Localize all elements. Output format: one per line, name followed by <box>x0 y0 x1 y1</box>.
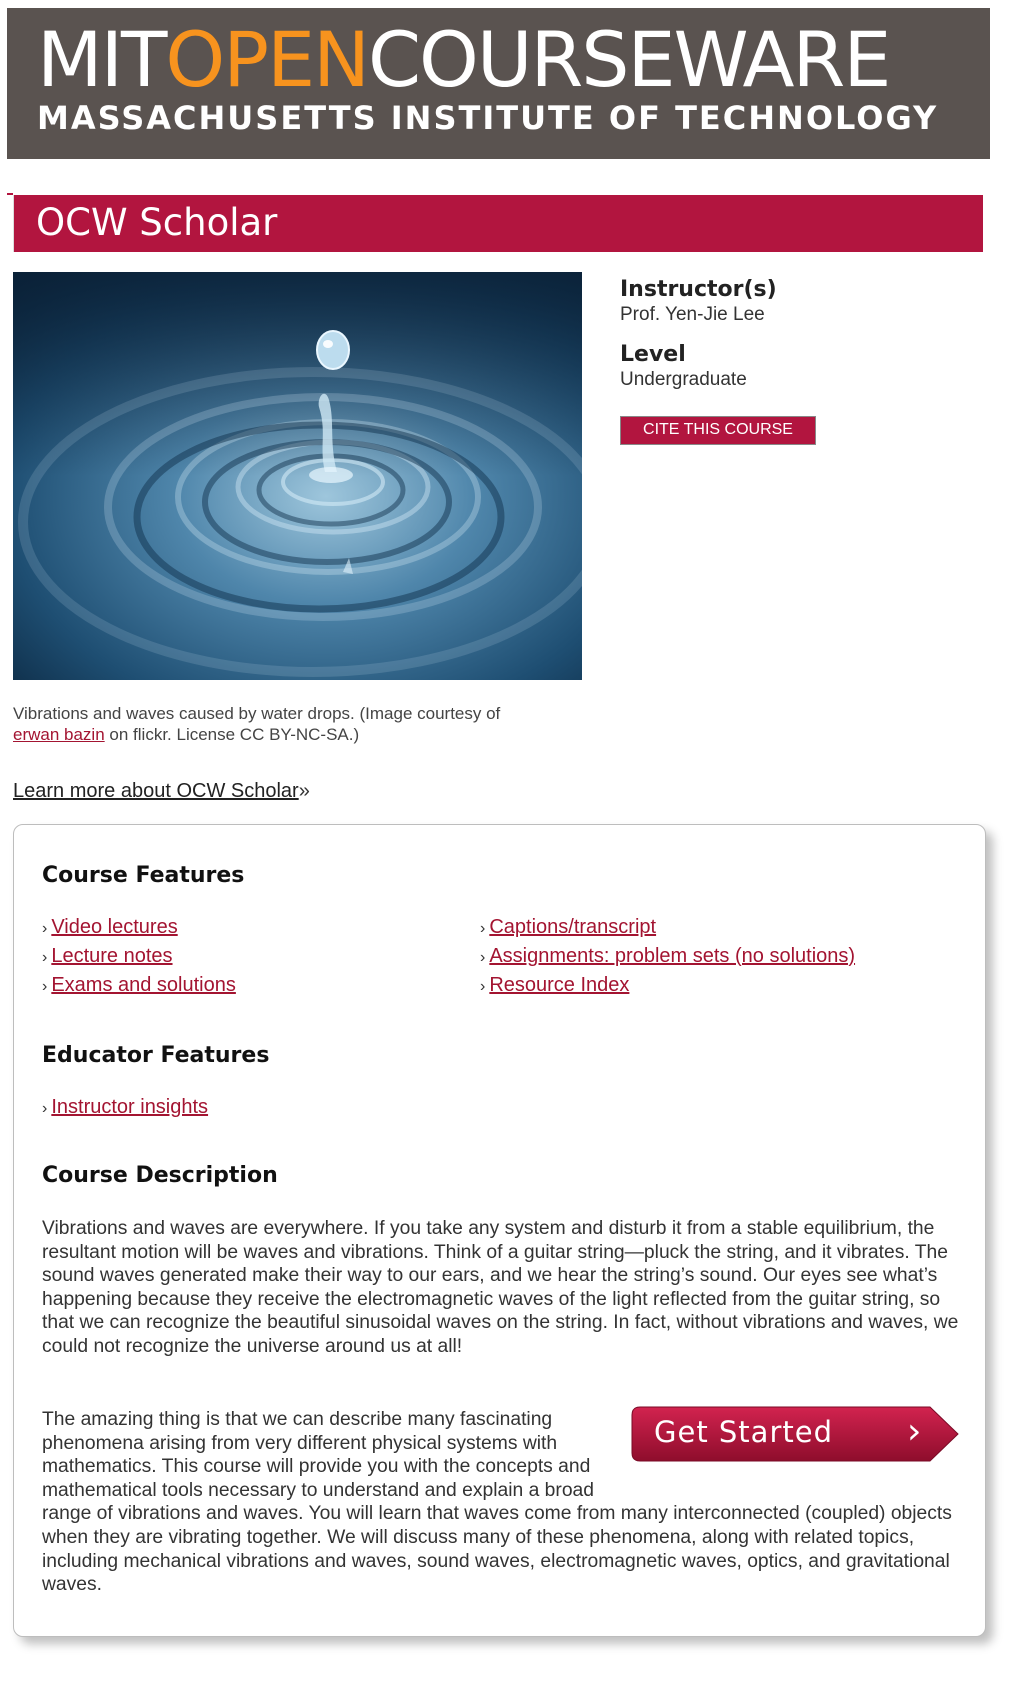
image-caption <box>13 703 573 745</box>
feature-item[interactable] <box>42 946 173 966</box>
instructor-insights-link[interactable]: Instructor insights <box>51 1096 209 1118</box>
feature-item[interactable] <box>480 917 656 937</box>
cite-course-button[interactable]: CITE THIS COURSE <box>620 416 816 445</box>
level-label: Level <box>620 342 686 367</box>
feature-captions-link[interactable]: Captions/transcript <box>489 916 657 938</box>
level-value: Undergraduate <box>620 369 747 390</box>
caption-prefix: Vibrations and waves caused by water drops. (Image courtesy of <box>13 704 501 723</box>
course-description-title: Course Description <box>42 1163 278 1188</box>
chevron-right-icon: › <box>42 1100 48 1117</box>
feature-resource-index-link[interactable]: Resource Index <box>489 974 630 996</box>
chevron-right-icon: › <box>480 949 486 966</box>
description-paragraph-2: The amazing thing is that we can describe many fascinating phenomena arising from very different physical systems with mathematics. This course will provide you with the concepts and mathematical tools necessary to understand and explain a broad range of vibrations and waves. You will learn that waves come from many interconnected (coupled) objects when they are vibrating together. We will discuss many of these phenomena, along with related topics, including mechanical vibrations and waves, sound waves, electromagnetic waves, optics, and gravitational waves. <box>42 1409 952 1596</box>
feature-video-lectures-link[interactable]: Video lectures <box>51 916 178 938</box>
feature-item[interactable] <box>480 975 629 995</box>
chevron-right-icon: › <box>480 978 486 995</box>
get-started-label: Get Started <box>654 1415 833 1449</box>
course-features-panel <box>13 824 986 1637</box>
scholar-banner <box>13 195 983 252</box>
get-started-button[interactable] <box>630 1405 960 1463</box>
learn-more-link[interactable]: Learn more about OCW Scholar <box>13 780 299 802</box>
feature-item[interactable] <box>42 975 236 995</box>
logo-courseware: COURSEWARE <box>367 15 890 104</box>
feature-lecture-notes-link[interactable]: Lecture notes <box>51 945 173 967</box>
banner-title: OCW Scholar <box>36 201 278 244</box>
chevron-right-icon: › <box>42 978 48 995</box>
instructor-value: Prof. Yen-Jie Lee <box>620 304 765 325</box>
educator-features-title: Educator Features <box>42 1043 270 1068</box>
logo-mit: MIT <box>37 15 166 104</box>
ocw-logo[interactable] <box>37 15 890 104</box>
ocw-masthead[interactable] <box>7 8 990 159</box>
feature-item[interactable] <box>42 1097 208 1117</box>
description-paragraph-1: Vibrations and waves are everywhere. If you take any system and disturb it from a stable equilibrium, the resultant motion will be waves and vibrations. Think of a guitar string—pluck the string, and it vibrates. The sound waves generated make their way to our ears, and we hear the string’s sound. Our eyes see what’s happening because they receive the electromagnetic waves of the light reflected from the guitar string, so that we can recognize the beautiful sinusoidal waves on the string. In fact, without vibrations and waves, we could not recognize the universe around us at all! <box>42 1218 959 1357</box>
caption-credit-link[interactable]: erwan bazin <box>13 725 105 744</box>
logo-open: OPEN <box>165 15 368 104</box>
chevron-right-icon: › <box>907 1411 922 1452</box>
logo-subtitle: MASSACHUSETTS INSTITUTE OF TECHNOLOGY <box>37 99 939 137</box>
feature-assignments-link[interactable]: Assignments: problem sets (no solutions) <box>489 945 856 967</box>
chevron-right-icon: › <box>42 920 48 937</box>
learn-more <box>13 780 310 803</box>
caption-suffix: on flickr. License CC BY-NC-SA.) <box>109 725 360 744</box>
feature-exams-link[interactable]: Exams and solutions <box>51 974 236 996</box>
learn-more-suffix: » <box>298 780 310 802</box>
course-features-title: Course Features <box>42 863 245 888</box>
feature-item[interactable] <box>42 917 178 937</box>
chevron-right-icon: › <box>480 920 486 937</box>
instructor-label: Instructor(s) <box>620 277 777 302</box>
water-drop-image <box>13 272 582 680</box>
chevron-right-icon: › <box>42 949 48 966</box>
feature-item[interactable] <box>480 946 855 966</box>
